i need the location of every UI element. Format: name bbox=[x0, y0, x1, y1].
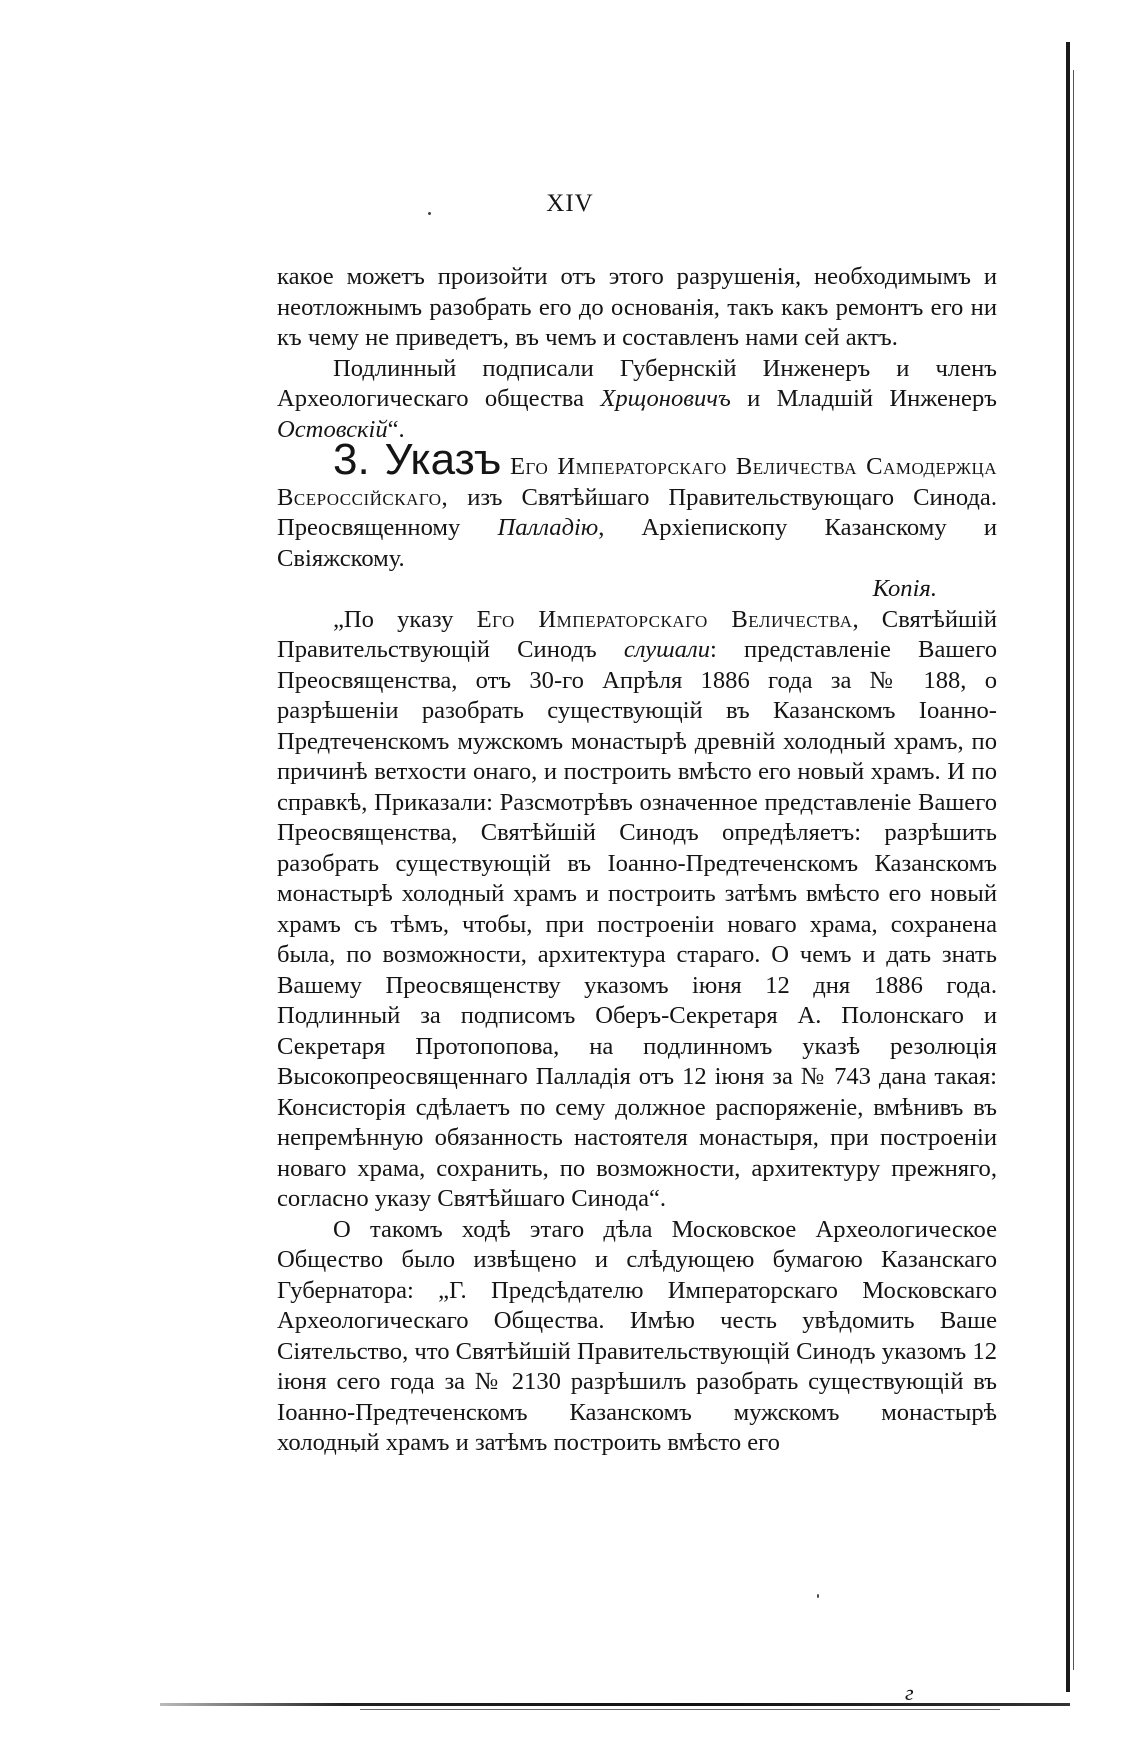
name-italic: Остовскій bbox=[277, 415, 388, 443]
page-number: XIV bbox=[546, 190, 594, 217]
section-number: 3. Указъ bbox=[333, 435, 502, 484]
copy-label: Копія. bbox=[872, 575, 937, 602]
text-run: и Младшій Инженеръ bbox=[730, 385, 997, 412]
paragraph-governor-letter: О такомъ ходѣ этаго дѣла Московское Археологическое Общество было извѣщено и слѣдующею бумагою Казанскаго Губернатора: „Г. Предсѣдателю Императорскаго Московскаго Археологическаго Общества. Имѣю честь увѣдомить Ваше Сіятельство, что Святѣйшій Правительствующій Синодъ указомъ 12 іюня сего года за № 2130 разрѣшилъ разобрать существующій въ Іоанно-Предтеченскомъ Казанскомъ мужскомъ монастырѣ холодный храмъ и затѣмъ построить вмѣсто его bbox=[277, 1215, 997, 1456]
text-run: изъ Святѣйшаго Правительствующаго Синода. Преосвященному bbox=[277, 483, 997, 541]
scan-edge-right-thin bbox=[1073, 70, 1074, 1670]
scan-edge-bottom-thin bbox=[360, 1709, 1000, 1710]
scan-edge-bottom bbox=[160, 1703, 1070, 1706]
dust-speck bbox=[817, 1594, 819, 1598]
text-run: “. bbox=[387, 415, 405, 443]
text-run: „По указу bbox=[333, 605, 477, 633]
margin-mark: г bbox=[905, 1680, 914, 1705]
text-italic: слушали bbox=[623, 636, 710, 663]
name-italic: Хрщоновичъ bbox=[600, 385, 731, 412]
name-italic: Палладію bbox=[497, 514, 599, 541]
text-run: : представленіе Вашего Преосвященства, отъ 30-го Апрѣля 1886 года за № 188, о разрѣшеніи разобрать существующій въ Казанскомъ Іоанно-Предтеченскомъ мужскомъ монастырѣ древній холодный храмъ, по причинѣ ветхости онаго, и построить вмѣсто его новый храмъ. И по справкѣ, Приказали: Разсмотрѣвъ означенное представленіе Вашего Преосвященства, Святѣйшій Синодъ опредѣляетъ: разрѣшить разобрать существующій въ Іоанно-Предтеченскомъ Казанскомъ монастырѣ холодный храмъ и построить затѣмъ вмѣсто его новый храмъ съ тѣмъ, чтобы, при построеніи новаго храма, сохранена была, по возможности, архитектура стараго. О чемъ и дать знать Вашему Преосвященству указомъ іюня 12 дня 1886 года. Подлинный за подписомъ Оберъ-Секретаря А. Полонскаго и Секретаря Протопопова, на подлинномъ указѣ резолюція Высокопреосвященнаго Палладія отъ 12 іюня за № 743 дана такая: Консисторія сдѣлаетъ по сему должное распоряженіе, вмѣнивъ въ непремѣнную обязанность настоятеля монастыря, при построеніи новаго храма, сохранить, по возможности, архитектуру прежняго, согласно указу Святѣйшаго Синода“. bbox=[277, 636, 997, 1212]
section-heading bbox=[277, 435, 997, 574]
paragraph-decree bbox=[277, 605, 997, 1215]
text-smallcaps: Его Императорскаго Величества bbox=[476, 605, 853, 633]
text-smallcaps: Его Императорскаго Величества Самодержца Всероссійскаго, bbox=[277, 453, 997, 511]
scan-edge-right bbox=[1066, 42, 1070, 1692]
text-run: , Святѣйшій Правительствующій Синодъ bbox=[277, 605, 997, 663]
paragraph-signatures bbox=[277, 354, 997, 446]
paragraph-continuation: какое можетъ произойти отъ этого разрушенія, необходимымъ и неотложнымъ разобрать его до основанія, такъ какъ ремонтъ его ни къ чему не приведетъ, въ чемъ и составленъ нами сей актъ. bbox=[277, 263, 997, 351]
page-body bbox=[277, 262, 997, 1459]
text-run: , Архіепископу Казанскому и Свіяжскому. bbox=[277, 514, 997, 572]
text-run: Подлинный подписали Губернскій Инженеръ и членъ Археологическаго общества bbox=[277, 354, 997, 412]
